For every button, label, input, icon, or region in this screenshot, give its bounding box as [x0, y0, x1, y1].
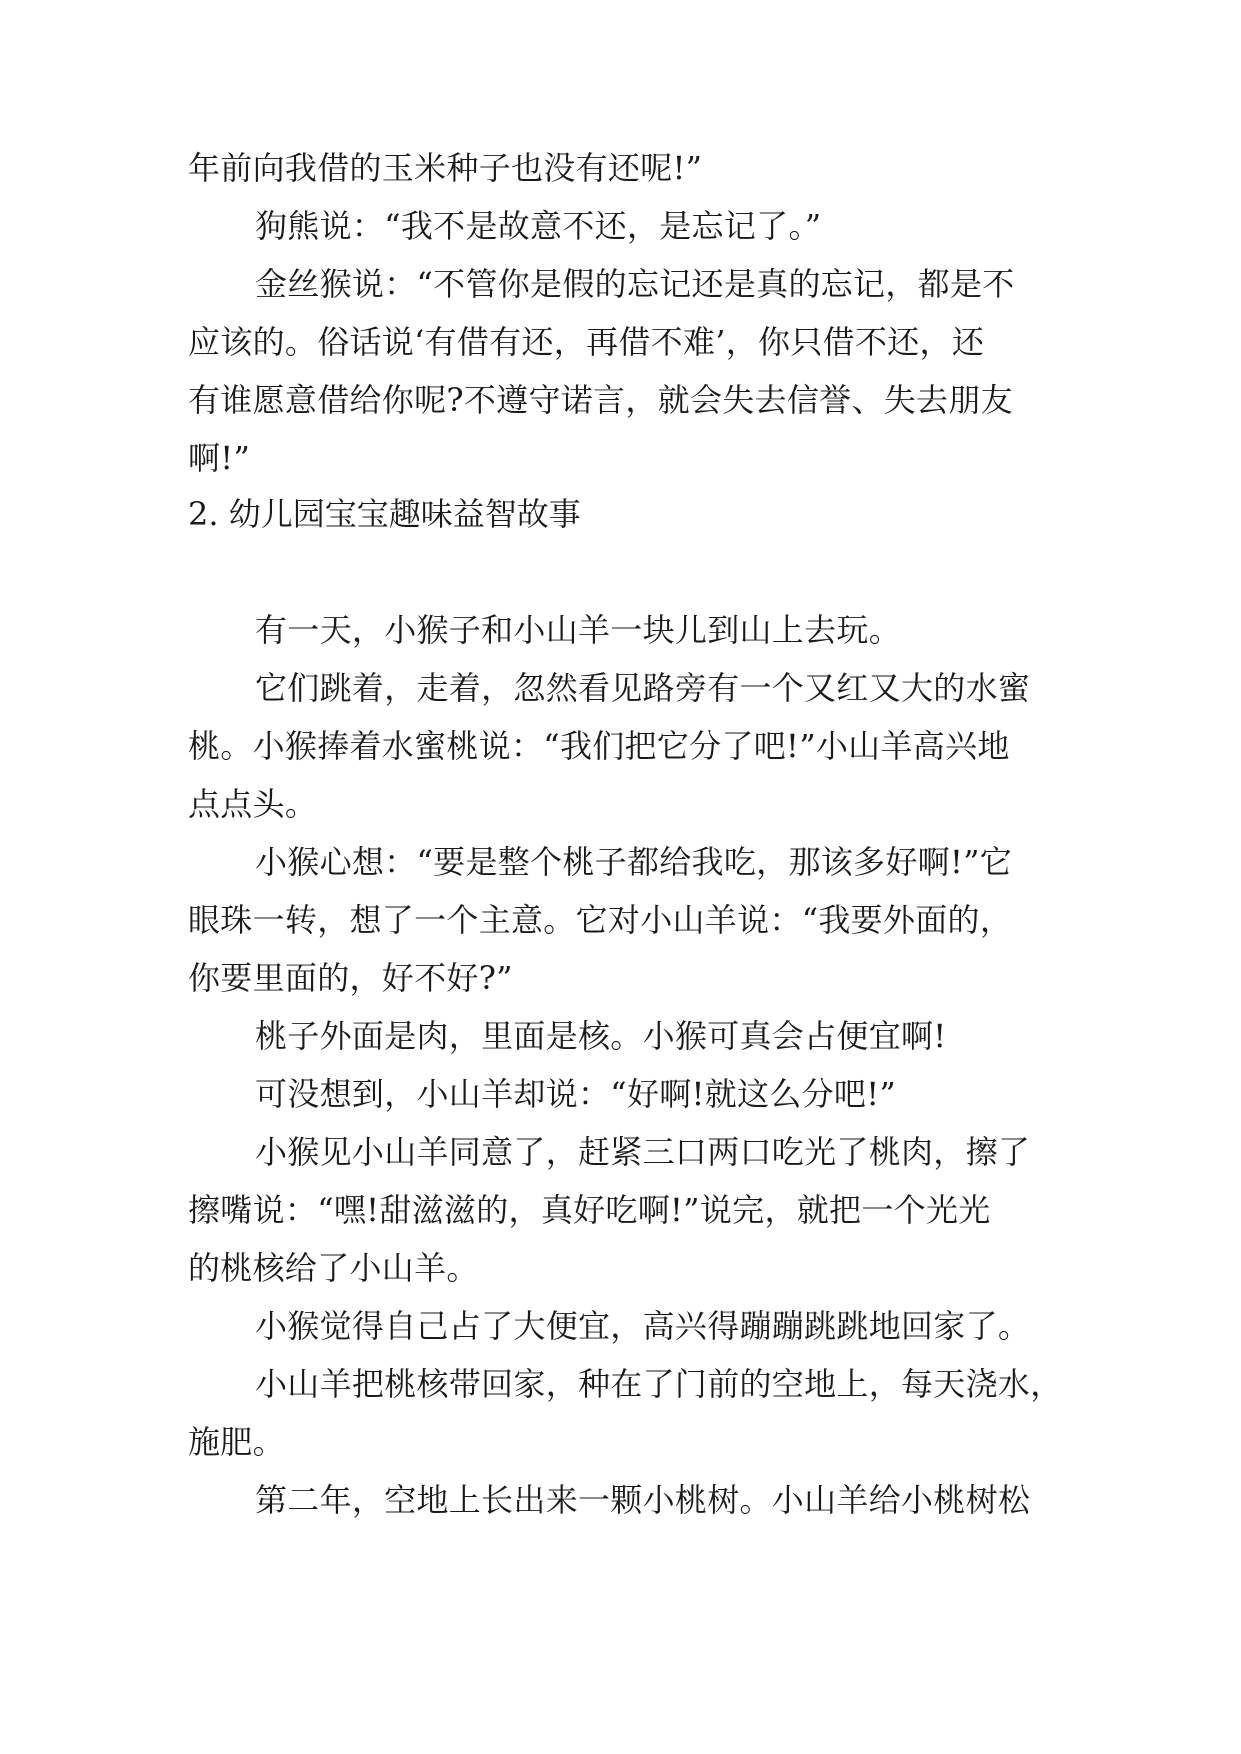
paragraph-line: 小猴见小山羊同意了，赶紧三口两口吃光了桃肉，擦了: [255, 1133, 1031, 1171]
paragraph-line: 眼珠一转，想了一个主意。它对小山羊说：“我要外面的，: [188, 901, 1013, 939]
paragraph-line: 狗熊说：“我不是故意不还，是忘记了。”: [255, 207, 822, 245]
paragraph-line: 小猴觉得自己占了大便宜，高兴得蹦蹦跳跳地回家了。: [255, 1307, 1031, 1345]
paragraph-line: 你要里面的，好不好?”: [188, 959, 513, 997]
paragraph-line: 它们跳着，走着，忽然看见路旁有一个又红又大的水蜜: [255, 669, 1031, 707]
paragraph-line: 擦嘴说：“嘿!甜滋滋的，真好吃啊!”说完，就把一个光光: [188, 1191, 991, 1229]
section-heading: 2. 幼儿园宝宝趣味益智故事: [188, 495, 581, 533]
paragraph-line: 小山羊把桃核带回家，种在了门前的空地上，每天浇水，: [255, 1365, 1063, 1403]
paragraph-line: 啊!”: [188, 439, 251, 477]
paragraph-line: 的桃核给了小山羊。: [188, 1249, 479, 1287]
paragraph-line: 年前向我借的玉米种子也没有还呢!”: [188, 149, 703, 187]
paragraph-line: 第二年，空地上长出来一颗小桃树。小山羊给小桃树松: [255, 1481, 1031, 1519]
paragraph-line: 桃。小猴捧着水蜜桃说：“我们把它分了吧!”小山羊高兴地: [188, 727, 1010, 765]
paragraph-line: 金丝猴说：“不管你是假的忘记还是真的忘记，都是不: [255, 265, 1015, 303]
paragraph-line: 小猴心想：“要是整个桃子都给我吃，那该多好啊!”它: [255, 843, 1013, 881]
paragraph-line: 施肥。: [188, 1423, 285, 1461]
paragraph-line: 桃子外面是肉，里面是核。小猴可真会占便宜啊!: [255, 1017, 947, 1055]
paragraph-line: 应该的。俗话说‘有借有还，再借不难’，你只借不还，还: [188, 323, 985, 361]
paragraph-line: 有谁愿意借给你呢?不遵守诺言，就会失去信誉、失去朋友: [188, 381, 1013, 419]
paragraph-line: 点点头。: [188, 785, 318, 823]
paragraph-line: 可没想到，小山羊却说：“好啊!就这么分吧!”: [255, 1075, 897, 1113]
paragraph-line: 有一天，小猴子和小山羊一块儿到山上去玩。: [255, 611, 902, 649]
